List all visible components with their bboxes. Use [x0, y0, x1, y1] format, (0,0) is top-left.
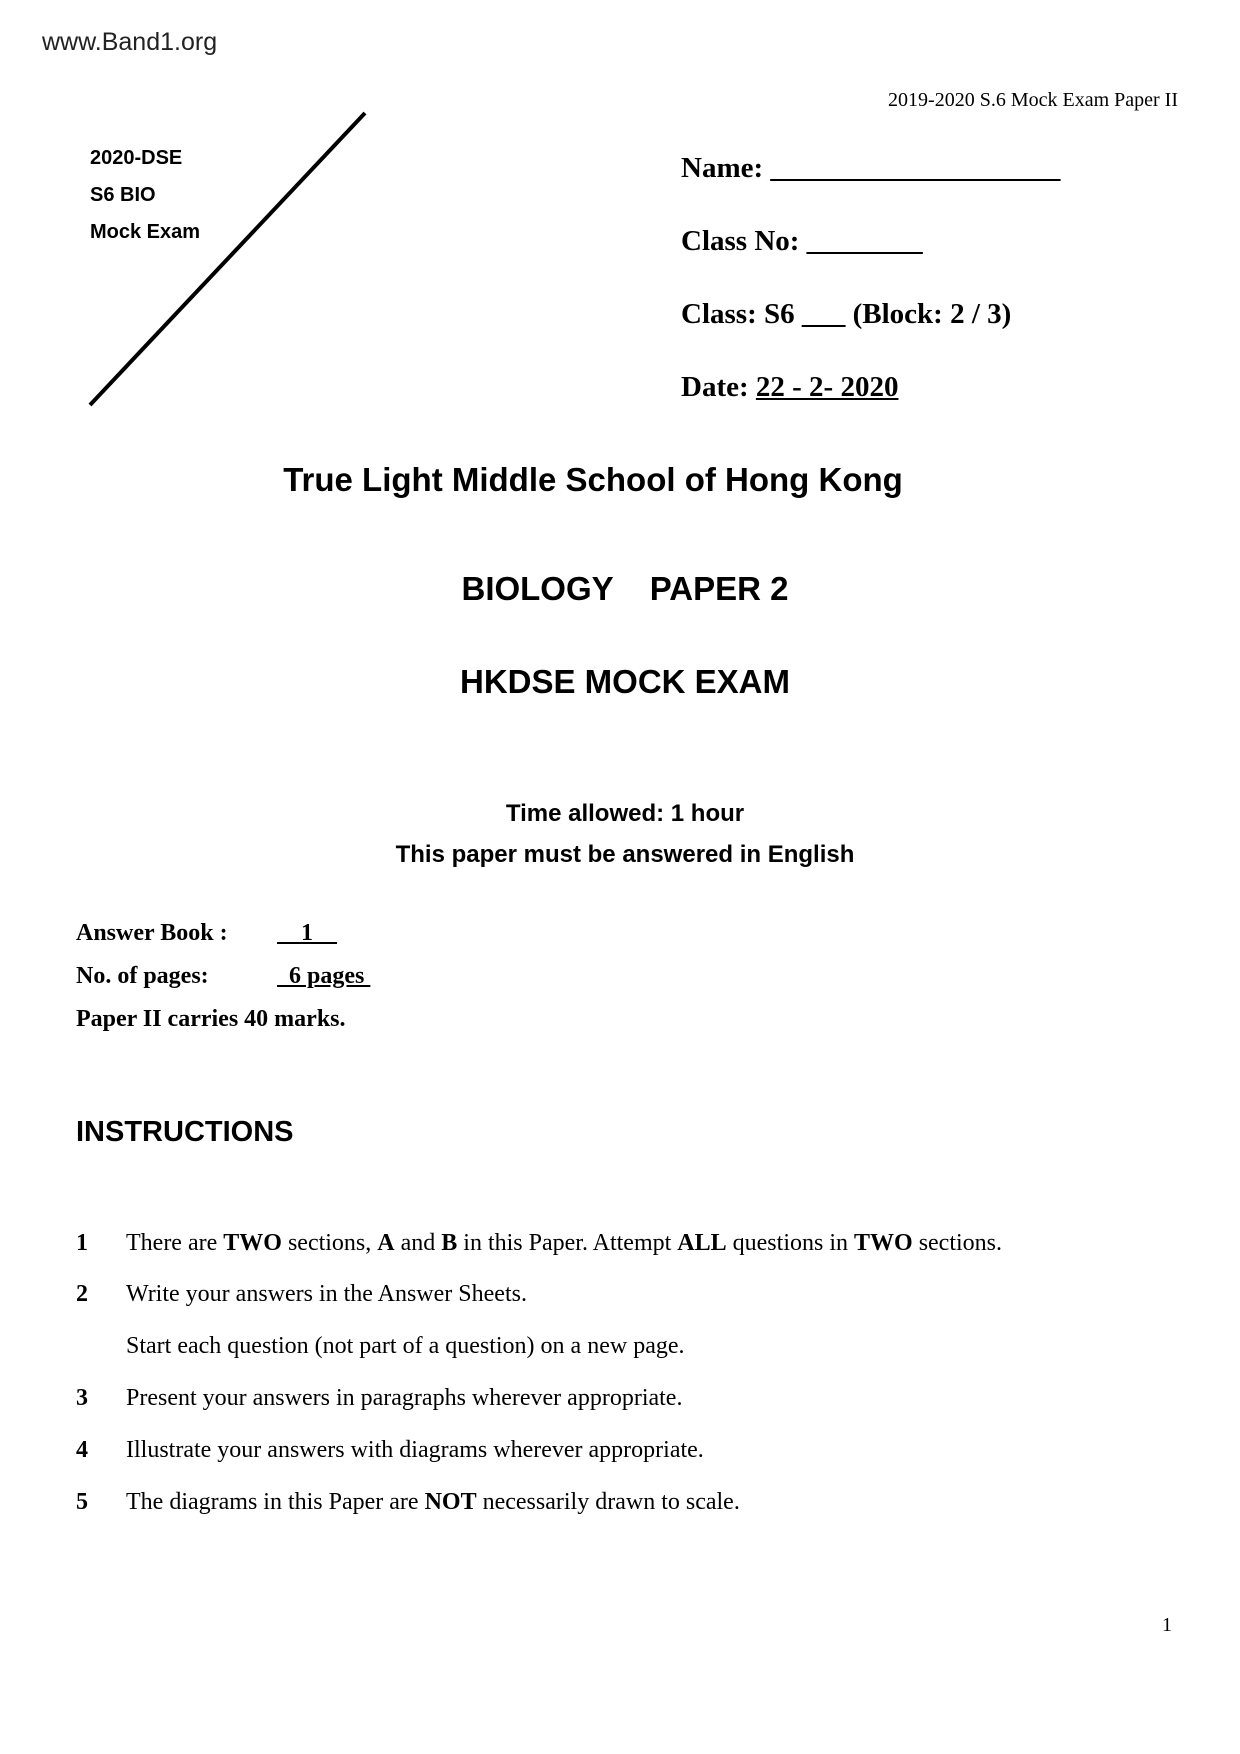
instruction-text: TWO	[854, 1230, 913, 1256]
class-no-label: Class No:	[681, 225, 800, 257]
instruction-item	[76, 1437, 704, 1464]
instruction-number: 5	[76, 1489, 88, 1515]
name-label: Name:	[681, 152, 764, 184]
name-blank: ____________________	[770, 152, 1061, 184]
date-label: Date:	[681, 371, 749, 403]
class-no-field	[681, 225, 923, 258]
page-number: 1	[1162, 1614, 1172, 1636]
instruction-text: B	[441, 1230, 458, 1256]
class-blank: ___	[801, 298, 846, 330]
instruction-item	[76, 1489, 740, 1516]
instruction-text: Illustrate your answers with diagrams wherever appropriate.	[126, 1437, 704, 1463]
instruction-text: There are	[126, 1230, 224, 1256]
instruction-number: 1	[76, 1230, 88, 1256]
instruction-text: Start each question (not part of a question) on a new page.	[126, 1333, 685, 1359]
language-note: This paper must be answered in English	[395, 841, 855, 868]
instruction-text: sections,	[281, 1230, 378, 1256]
instruction-text: The diagrams in this Paper are	[126, 1489, 425, 1515]
instruction-text: sections.	[912, 1230, 1003, 1256]
instruction-text: Present your answers in paragraphs wherever appropriate.	[126, 1385, 683, 1411]
instruction-text: NOT	[424, 1489, 477, 1515]
diagonal-slash-line	[0, 0, 420, 420]
time-allowed: Time allowed: 1 hour	[505, 800, 745, 827]
pages-value: 6 pages	[277, 963, 371, 989]
exam-title: HKDSE MOCK EXAM	[459, 663, 791, 700]
class-field	[681, 298, 1011, 331]
answer-book-label: Answer Book :	[76, 920, 228, 946]
instruction-text: in this Paper. Attempt	[457, 1230, 678, 1256]
instruction-text: Write your answers in the Answer Sheets.	[126, 1281, 527, 1307]
corner-label-subject: S6 BIO	[90, 184, 156, 206]
instruction-text: and	[394, 1230, 442, 1256]
subject-title: BIOLOGY PAPER 2	[461, 570, 789, 607]
instruction-item	[76, 1385, 682, 1412]
marks-note: Paper II carries 40 marks.	[76, 1006, 346, 1032]
instruction-text: questions in	[726, 1230, 854, 1256]
school-name: True Light Middle School of Hong Kong	[283, 461, 903, 498]
instruction-text: TWO	[223, 1230, 282, 1256]
instruction-item	[76, 1281, 527, 1308]
instruction-text: A	[377, 1230, 395, 1256]
name-field	[681, 152, 1060, 185]
instruction-text: ALL	[677, 1230, 727, 1256]
instruction-number: 4	[76, 1437, 88, 1463]
date-value: 22 - 2- 2020	[755, 371, 899, 403]
corner-label-exam: Mock Exam	[90, 221, 201, 243]
block-text: (Block: 2 / 3)	[852, 298, 1012, 330]
running-header: 2019-2020 S.6 Mock Exam Paper II	[888, 89, 1178, 111]
instruction-number: 3	[76, 1385, 88, 1411]
class-no-blank: ________	[806, 225, 923, 257]
instruction-item	[76, 1333, 685, 1360]
corner-label-year: 2020-DSE	[90, 147, 183, 169]
instruction-number: 2	[76, 1281, 88, 1307]
answer-book-value: 1	[277, 920, 337, 946]
instruction-text: necessarily drawn to scale.	[476, 1489, 740, 1515]
instruction-item	[76, 1230, 1002, 1257]
pages-label: No. of pages:	[76, 963, 209, 989]
date-field	[681, 371, 898, 404]
class-label: Class: S6	[681, 298, 795, 330]
watermark-url: www.Band1.org	[42, 28, 218, 56]
instructions-heading: INSTRUCTIONS	[76, 1116, 294, 1148]
